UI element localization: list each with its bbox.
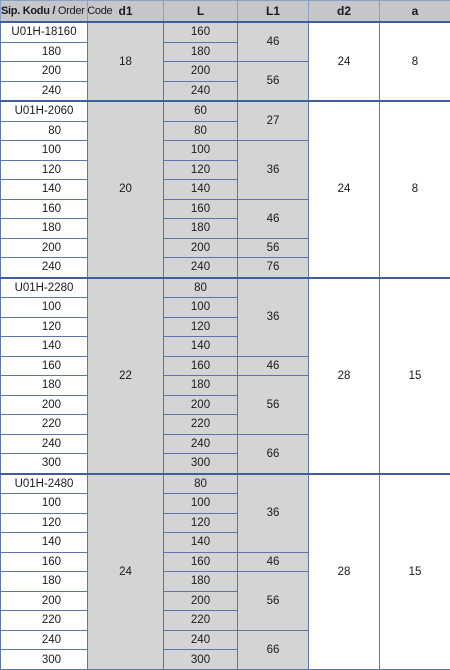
l-cell: 160 bbox=[164, 552, 238, 572]
d2-cell: 28 bbox=[309, 474, 380, 670]
l-cell: 180 bbox=[164, 572, 238, 592]
order-code-cell: 220 bbox=[1, 415, 88, 435]
l-cell: 120 bbox=[164, 317, 238, 337]
order-code-cell: 240 bbox=[1, 630, 88, 650]
order-code-cell: 140 bbox=[1, 533, 88, 553]
l-cell: 80 bbox=[164, 121, 238, 141]
header-order-code bbox=[1, 1, 113, 23]
l-cell: 200 bbox=[164, 395, 238, 415]
header-d1: d1 bbox=[88, 1, 164, 23]
l-cell: 240 bbox=[164, 630, 238, 650]
order-code-cell: 200 bbox=[1, 591, 88, 611]
order-code-cell: 160 bbox=[1, 356, 88, 376]
l1-cell: 46 bbox=[238, 552, 309, 572]
order-code-cell: U01H-2060 bbox=[1, 101, 88, 121]
l1-cell: 76 bbox=[238, 258, 309, 278]
a-cell: 15 bbox=[380, 278, 450, 474]
header-row bbox=[1, 1, 450, 23]
l1-cell: 46 bbox=[238, 199, 309, 238]
a-cell: 8 bbox=[380, 22, 450, 101]
d1-cell: 18 bbox=[88, 22, 164, 101]
l-cell: 160 bbox=[164, 199, 238, 219]
order-code-cell: 80 bbox=[1, 121, 88, 141]
order-code-cell: 160 bbox=[1, 552, 88, 572]
header-code-bold: Sip. Kodu / bbox=[1, 5, 56, 17]
l-cell: 140 bbox=[164, 180, 238, 200]
order-code-cell: 120 bbox=[1, 317, 88, 337]
order-code-cell: U01H-2480 bbox=[1, 474, 88, 494]
d2-cell: 28 bbox=[309, 278, 380, 474]
l-cell: 180 bbox=[164, 42, 238, 62]
l-cell: 100 bbox=[164, 298, 238, 318]
table-row bbox=[1, 278, 450, 298]
order-code-cell: 100 bbox=[1, 298, 88, 318]
l-cell: 60 bbox=[164, 101, 238, 121]
order-code-cell: 100 bbox=[1, 494, 88, 514]
header-code-normal: Order Code bbox=[55, 5, 113, 17]
l-cell: 160 bbox=[164, 22, 238, 42]
d1-cell: 22 bbox=[88, 278, 164, 474]
order-code-cell: 140 bbox=[1, 337, 88, 357]
l-cell: 140 bbox=[164, 337, 238, 357]
table-body bbox=[1, 22, 450, 670]
l1-cell: 56 bbox=[238, 62, 309, 102]
order-code-cell: 140 bbox=[1, 180, 88, 200]
header-a: a bbox=[380, 1, 450, 23]
l-cell: 220 bbox=[164, 415, 238, 435]
l1-cell: 46 bbox=[238, 356, 309, 376]
order-code-cell: 200 bbox=[1, 62, 88, 82]
l1-cell: 66 bbox=[238, 630, 309, 669]
l1-cell: 66 bbox=[238, 434, 309, 474]
order-code-cell: 240 bbox=[1, 258, 88, 278]
l-cell: 240 bbox=[164, 81, 238, 101]
l-cell: 240 bbox=[164, 434, 238, 454]
l-cell: 180 bbox=[164, 376, 238, 396]
l1-cell: 36 bbox=[238, 141, 309, 200]
header-l1: L1 bbox=[238, 1, 309, 23]
l-cell: 120 bbox=[164, 160, 238, 180]
order-code-cell: 180 bbox=[1, 376, 88, 396]
l-cell: 200 bbox=[164, 238, 238, 258]
l1-cell: 27 bbox=[238, 101, 309, 141]
a-cell: 8 bbox=[380, 101, 450, 278]
d1-cell: 20 bbox=[88, 101, 164, 278]
table-row bbox=[1, 101, 450, 121]
order-code-cell: 180 bbox=[1, 42, 88, 62]
l-cell: 100 bbox=[164, 494, 238, 514]
order-code-cell: 300 bbox=[1, 454, 88, 474]
order-code-cell: 180 bbox=[1, 572, 88, 592]
order-code-cell: 240 bbox=[1, 434, 88, 454]
header-l: L bbox=[164, 1, 238, 23]
order-code-cell: 120 bbox=[1, 513, 88, 533]
order-code-cell: 220 bbox=[1, 611, 88, 631]
l1-cell: 36 bbox=[238, 474, 309, 553]
order-code-cell: 180 bbox=[1, 219, 88, 239]
order-code-cell: 300 bbox=[1, 650, 88, 670]
l1-cell: 46 bbox=[238, 22, 309, 62]
header-d2: d2 bbox=[309, 1, 380, 23]
l1-cell: 56 bbox=[238, 376, 309, 435]
l-cell: 100 bbox=[164, 141, 238, 161]
l-cell: 140 bbox=[164, 533, 238, 553]
d2-cell: 24 bbox=[309, 101, 380, 278]
l-cell: 80 bbox=[164, 474, 238, 494]
l-cell: 240 bbox=[164, 258, 238, 278]
order-code-cell: 240 bbox=[1, 81, 88, 101]
l-cell: 220 bbox=[164, 611, 238, 631]
l-cell: 200 bbox=[164, 591, 238, 611]
l-cell: 180 bbox=[164, 219, 238, 239]
order-code-cell: 160 bbox=[1, 199, 88, 219]
order-code-cell: 100 bbox=[1, 141, 88, 161]
order-code-cell: 200 bbox=[1, 238, 88, 258]
table-row bbox=[1, 22, 450, 42]
order-code-cell: U01H-2280 bbox=[1, 278, 88, 298]
d2-cell: 24 bbox=[309, 22, 380, 101]
order-code-cell: 200 bbox=[1, 395, 88, 415]
table-row bbox=[1, 474, 450, 494]
l-cell: 300 bbox=[164, 650, 238, 670]
order-code-cell: 120 bbox=[1, 160, 88, 180]
l-cell: 300 bbox=[164, 454, 238, 474]
l-cell: 160 bbox=[164, 356, 238, 376]
d1-cell: 24 bbox=[88, 474, 164, 670]
order-code-cell: U01H-18160 bbox=[1, 22, 88, 42]
a-cell: 15 bbox=[380, 474, 450, 670]
l-cell: 200 bbox=[164, 62, 238, 82]
l1-cell: 56 bbox=[238, 238, 309, 258]
l1-cell: 56 bbox=[238, 572, 309, 631]
l-cell: 80 bbox=[164, 278, 238, 298]
l1-cell: 36 bbox=[238, 278, 309, 357]
l-cell: 120 bbox=[164, 513, 238, 533]
